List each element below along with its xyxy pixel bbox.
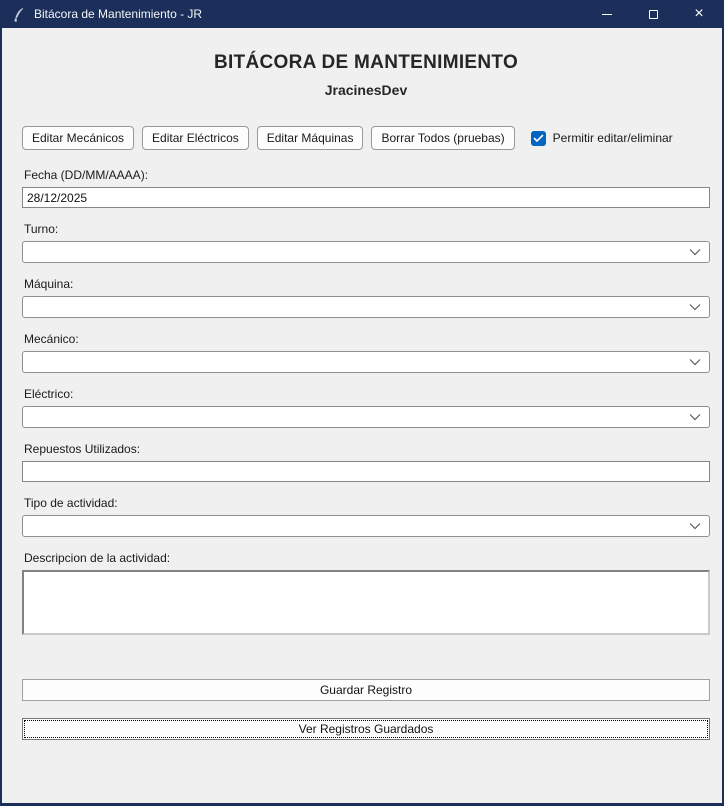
tipo-actividad-label: Tipo de actividad: bbox=[24, 496, 118, 510]
edit-electricians-button[interactable]: Editar Eléctricos bbox=[142, 126, 249, 150]
mecanico-label: Mecánico: bbox=[24, 332, 79, 346]
maquina-combobox[interactable] bbox=[22, 296, 710, 318]
allow-edit-checkbox-label: Permitir editar/eliminar bbox=[552, 131, 673, 145]
toolbar bbox=[22, 126, 710, 150]
window-title: Bitácora de Mantenimiento - JR bbox=[34, 7, 203, 21]
chevron-down-icon bbox=[689, 359, 701, 366]
chevron-down-icon bbox=[689, 304, 701, 311]
electrico-label: Eléctrico: bbox=[24, 387, 74, 401]
chevron-down-icon bbox=[689, 249, 701, 256]
minimize-button[interactable] bbox=[584, 0, 630, 28]
mecanico-combobox[interactable] bbox=[22, 351, 710, 373]
window-controls bbox=[584, 0, 722, 28]
page-title: BITÁCORA DE MANTENIMIENTO bbox=[213, 52, 519, 73]
guardar-registro-button[interactable]: Guardar Registro bbox=[22, 679, 710, 701]
tipo-actividad-combobox[interactable] bbox=[22, 515, 710, 537]
delete-all-button[interactable]: Borrar Todos (pruebas) bbox=[371, 126, 514, 150]
edit-mechanics-button[interactable]: Editar Mecánicos bbox=[22, 126, 134, 150]
descripcion-label: Descripcion de la actividad: bbox=[24, 551, 171, 565]
maximize-icon bbox=[649, 10, 658, 19]
close-button[interactable] bbox=[676, 0, 722, 28]
minimize-icon bbox=[602, 14, 612, 15]
chevron-down-icon bbox=[689, 523, 701, 530]
close-icon: × bbox=[694, 5, 704, 22]
edit-machines-button[interactable]: Editar Máquinas bbox=[257, 126, 364, 150]
descripcion-textarea[interactable] bbox=[22, 570, 710, 635]
main-content bbox=[2, 28, 722, 803]
fecha-input[interactable] bbox=[22, 187, 710, 208]
title-bar bbox=[2, 0, 722, 28]
repuestos-input[interactable] bbox=[22, 461, 710, 482]
repuestos-label: Repuestos Utilizados: bbox=[24, 442, 141, 456]
page-subtitle: JracinesDev bbox=[324, 82, 408, 98]
turno-label: Turno: bbox=[24, 222, 59, 236]
fecha-label: Fecha (DD/MM/AAAA): bbox=[24, 168, 149, 182]
turno-combobox[interactable] bbox=[22, 241, 710, 263]
chevron-down-icon bbox=[689, 414, 701, 421]
tk-feather-icon bbox=[10, 6, 26, 22]
maquina-label: Máquina: bbox=[24, 277, 74, 291]
maximize-button[interactable] bbox=[630, 0, 676, 28]
checkmark-icon bbox=[533, 134, 544, 143]
electrico-combobox[interactable] bbox=[22, 406, 710, 428]
allow-edit-checkbox[interactable] bbox=[531, 131, 546, 146]
allow-edit-checkbox-group[interactable] bbox=[531, 131, 673, 146]
ver-registros-button[interactable]: Ver Registros Guardados bbox=[22, 718, 710, 740]
